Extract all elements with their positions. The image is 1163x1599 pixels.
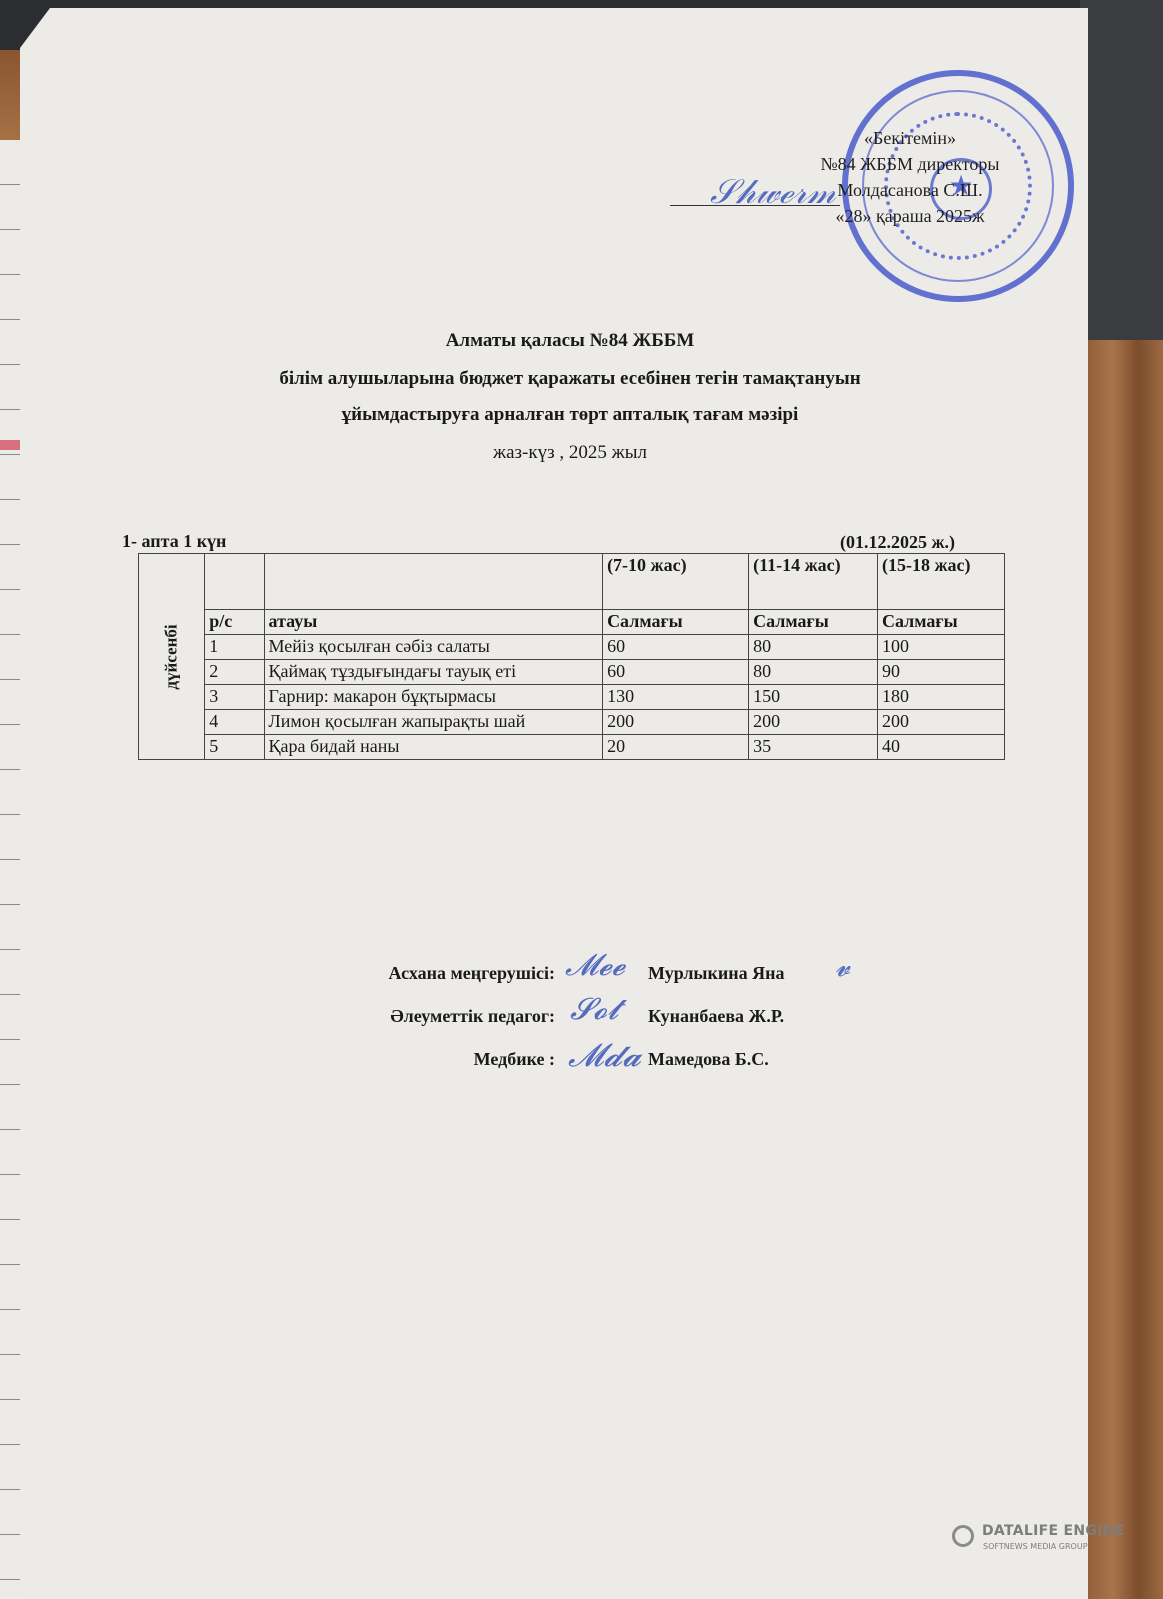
weight-11-14: 200 [749, 710, 878, 735]
age-group-7-10: (7-10 жас) [603, 554, 749, 610]
signer-name: Кунанбаева Ж.Р. [648, 1006, 785, 1026]
row-number: 1 [205, 635, 264, 660]
approval-position: №84 ЖББМ директоры [820, 154, 1000, 174]
datalife-logo-icon [952, 1525, 974, 1547]
signer-name: Мамедова Б.С. [648, 1049, 769, 1069]
row-number: 5 [205, 735, 264, 760]
dish-name: Мейіз қосылған сәбіз салаты [264, 635, 603, 660]
title-line-4: жаз-күз , 2025 жыл [492, 442, 647, 463]
empty-cell [205, 554, 264, 610]
signature-icon: 𝓢𝓸𝓽 [570, 992, 619, 1027]
dish-name: Қара бидай наны [264, 735, 603, 760]
age-group-row [139, 554, 1005, 610]
approval-date: «28» қараша 2025ж [835, 206, 985, 226]
initial-mark-icon: 𝓿 [835, 950, 851, 983]
title-line-1: Алматы қаласы №84 ЖББМ [445, 330, 695, 351]
title-line-3: ұйымдастыруға арналған төрт апталық тағам мәзірі [341, 404, 799, 425]
signature-icon: 𝓜𝓮𝓮 [565, 948, 626, 983]
weight-15-18: 200 [878, 710, 1005, 735]
column-header-row [139, 610, 1005, 635]
weight-15-18: 40 [878, 735, 1005, 760]
watermark-subtitle: SOFTNEWS MEDIA GROUP [983, 1542, 1088, 1551]
weight-11-14: 80 [749, 635, 878, 660]
background-notebook [0, 140, 22, 1599]
signer-role: Әлеуметтік педагог: [390, 1006, 555, 1026]
weight-11-14: 150 [749, 685, 878, 710]
notebook-pink-stripe [0, 440, 22, 450]
column-header-weight-3: Салмағы [878, 610, 1005, 635]
week-day-label: 1- апта 1 күн [122, 531, 227, 551]
age-group-11-14: (11-14 жас) [749, 554, 878, 610]
signer-name: Мурлыкина Яна [648, 963, 785, 983]
column-header-weight-1: Салмағы [603, 610, 749, 635]
row-number: 4 [205, 710, 264, 735]
weight-7-10: 60 [603, 660, 749, 685]
table-row [139, 710, 1005, 735]
approval-name: Молдасанова С.Ш. [837, 180, 983, 200]
column-header-number: р/с [205, 610, 264, 635]
signature-icon: 𝓜𝓭𝓪 [568, 1036, 642, 1074]
weight-7-10: 200 [603, 710, 749, 735]
weight-15-18: 180 [878, 685, 1005, 710]
weight-7-10: 130 [603, 685, 749, 710]
menu-table [138, 553, 1005, 760]
table-row [139, 635, 1005, 660]
approval-header: «Бекітемін» [864, 128, 956, 148]
background-wood-desk [1080, 340, 1163, 1599]
menu-date-label: (01.12.2025 ж.) [840, 532, 956, 552]
weight-11-14: 35 [749, 735, 878, 760]
dish-name: Гарнир: макарон бұқтырмасы [264, 685, 603, 710]
column-header-weight-2: Салмағы [749, 610, 878, 635]
table-row [139, 685, 1005, 710]
weight-15-18: 90 [878, 660, 1005, 685]
background-dark [1080, 0, 1163, 360]
table-row [139, 735, 1005, 760]
row-number: 3 [205, 685, 264, 710]
day-name: дүйсенбі [161, 624, 181, 690]
weight-11-14: 80 [749, 660, 878, 685]
age-group-15-18: (15-18 жас) [878, 554, 1005, 610]
row-number: 2 [205, 660, 264, 685]
watermark-title: DATALIFE ENGINE [982, 1523, 1125, 1539]
dish-name: Лимон қосылған жапырақты шай [264, 710, 603, 735]
signer-role: Медбике : [473, 1049, 555, 1069]
column-header-name: атауы [264, 610, 603, 635]
day-name-cell [139, 554, 205, 760]
weight-15-18: 100 [878, 635, 1005, 660]
director-signature-icon: 𝒮𝒽𝓌ℯ𝓇𝓂 [710, 172, 836, 212]
weight-7-10: 20 [603, 735, 749, 760]
title-line-2: білім алушыларына бюджет қаражаты есебінен тегін тамақтануын [279, 368, 861, 389]
weight-7-10: 60 [603, 635, 749, 660]
table-row [139, 660, 1005, 685]
empty-cell [264, 554, 603, 610]
signer-role: Асхана меңгерушісі: [388, 963, 555, 983]
dish-name: Қаймақ тұздығындағы тауық еті [264, 660, 603, 685]
